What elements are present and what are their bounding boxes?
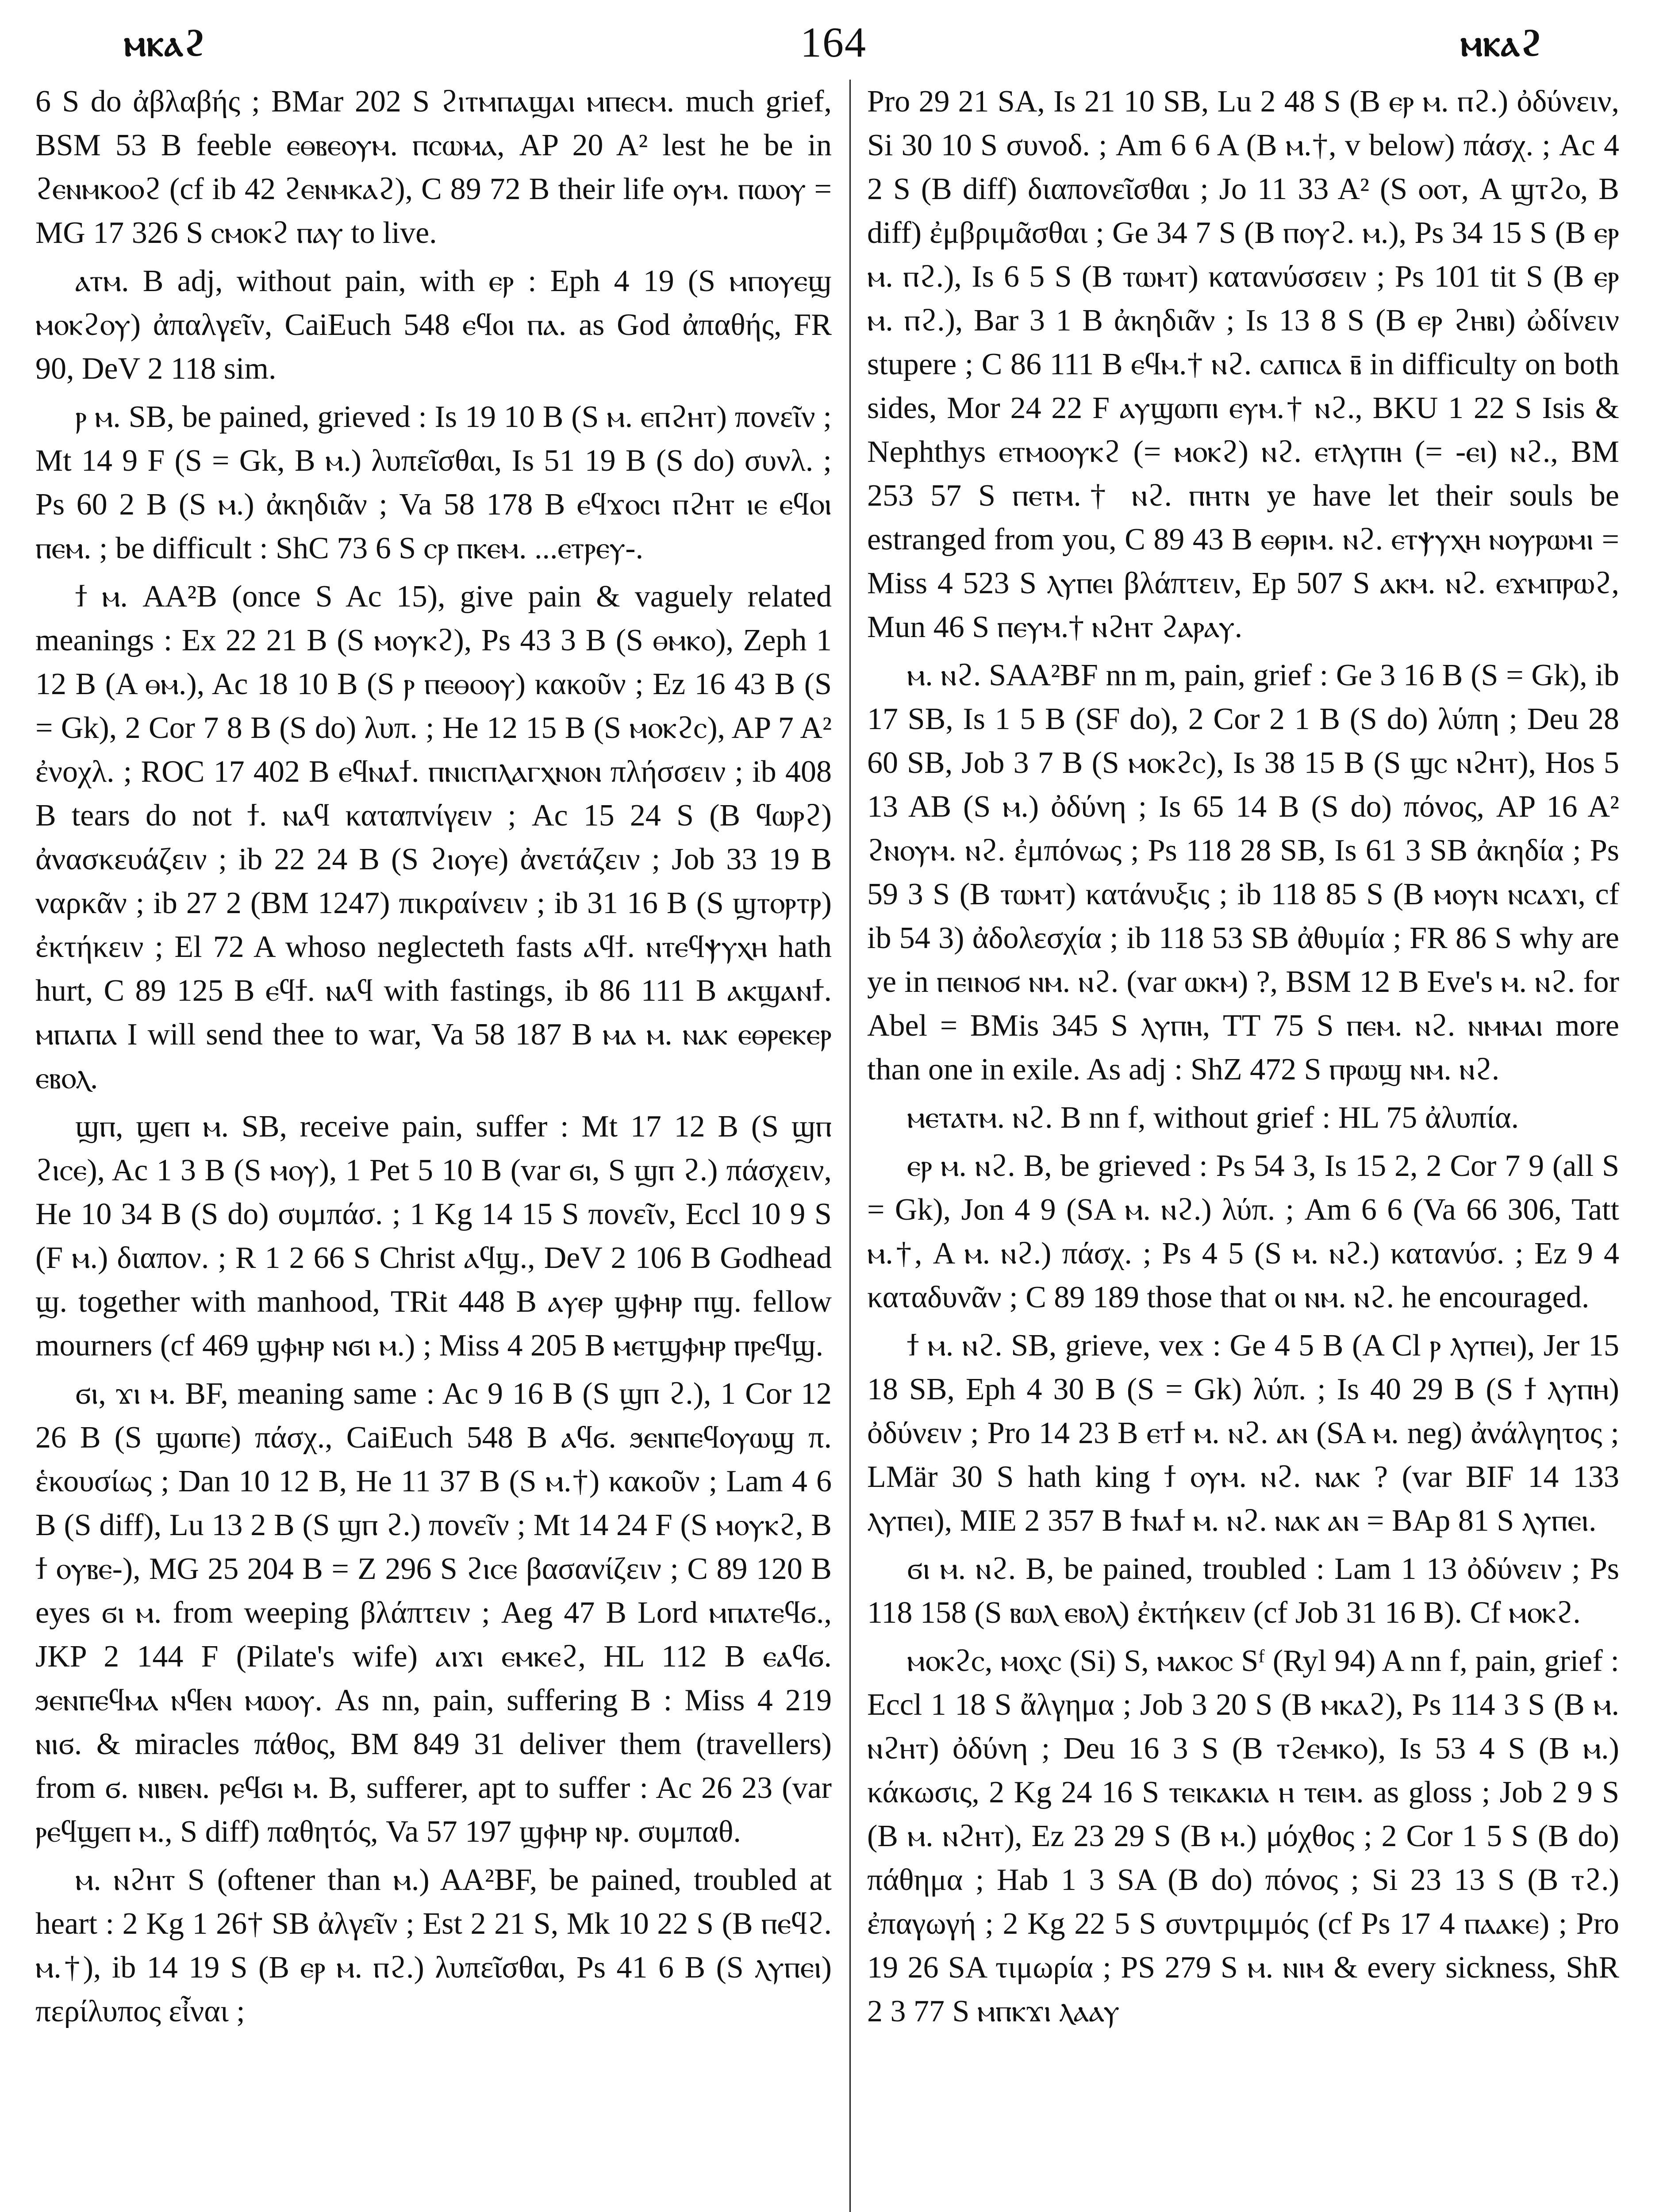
running-head-left: ⲙⲕⲁϩ	[124, 23, 207, 64]
entry-paragraph: ϣⲡ, ϣⲉⲡ ⲙ. SB, receive pain, suffer : Mt 17 12 B (S ϣⲡ ϩⲓⲥⲉ), Ac 1 3 B (S ⲙⲟⲩ), 1 Pet 5 10 B (var ϭⲓ, S ϣⲡ ϩ.) πάσχειν, He 10 34 B (S do) συμπάσ. ; 1 Kg 14 15 S πονεῖν, Eccl 10 9 S (F ⲙ.) διαπον. ; R 1 2 66 S Christ ⲁϥϣ., DeV 2 106 B Godhead ϣ. together with manhood, TRit 448 B ⲁⲩⲉⲣ ϣⲫⲏⲣ ⲡϣ. fellow mourners (cf 469 ϣⲫⲏⲣ ⲛϭⲓ ⲙ.) ; Miss 4 205 B ⲙⲉⲧϣⲫⲏⲣ ⲡⲣⲉϥϣ.	[35, 1110, 832, 1363]
entry-paragraph: ⲙ. ⲛϩ. SAA²BF nn m, pain, grief : Ge 3 16 B (S = Gk), ib 17 SB, Is 1 5 B (SF do), 2 Cor 2 1 B (S do) λύπη ; Deu 28 60 SB, Job 3 7 B (S ⲙⲟⲕϩⲥ), Is 38 15 B (S ϣⲥ ⲛϩⲏⲧ), Hos 5 13 AB (S ⲙ.) ὀδύνη ; Is 65 14 B (S do) πόνος, AP 16 A² ϩⲛⲟⲩⲙ. ⲛϩ. ἐμπόνως ; Ps 118 28 SB, Is 61 3 SB ἀκηδία ; Ps 59 3 S (B ⲧⲱⲙⲧ) κατάνυξις ; ib 118 85 S (B ⲙⲟⲩⲛ ⲛⲥⲁϫⲓ, cf ib 54 3) ἀδολεσχία ; ib 118 53 SB ἀθυμία ; FR 86 S why are ye in ⲡⲉⲓⲛⲟϭ ⲛⲙ. ⲛϩ. (var ⲱⲕⲙ) ?, BSM 12 B Eve's ⲙ. ⲛϩ. for Abel = BMis 345 S ⲗⲩⲡⲏ, TT 75 S ⲡⲉⲙ. ⲛϩ. ⲛⲙⲙⲁⲓ more than one in exile. As adj : ShZ 472 S ⲡⲣⲱϣ ⲛⲙ. ⲛϩ.	[867, 658, 1619, 1087]
left-column	[35, 80, 832, 2212]
entry-paragraph: ⲙⲟⲕϩⲥ, ⲙⲟⲭⲥ (Si) S, ⲙⲁⲕⲟⲥ Sᶠ (Ryl 94) A nn f, pain, grief : Eccl 1 18 S ἄλγημα ; Job 3 20 S (B ⲙⲕⲁϩ), Ps 114 3 S (B ⲙ. ⲛϩⲏⲧ) ὀδύνη ; Deu 16 3 S (B ⲧϩⲉⲙⲕⲟ), Is 53 4 S (B ⲙ.) κάκωσις, 2 Kg 24 16 S ⲧⲉⲓⲕⲁⲕⲓⲁ ⲏ ⲧⲉⲓⲙ. as gloss ; Job 2 9 S (B ⲙ. ⲛϩⲏⲧ), Ez 23 29 S (B ⲙ.) μόχθος ; 2 Cor 1 5 S (B do) πάθημα ; Hab 1 3 SA (B do) πόνος ; Si 23 13 S (B ⲧϩ.) ἐπαγωγή ; 2 Kg 22 5 S συντριμμός (cf Ps 17 4 ⲡⲁⲁⲕⲉ) ; Pro 19 26 SA τιμωρία ; PS 279 S ⲙ. ⲛⲓⲙ & every sickness, ShR 2 3 77 S ⲙⲡⲕϫⲓ ⲗⲁⲁⲩ	[867, 1644, 1619, 2028]
entry-paragraph: ⲙ. ⲛϩⲏⲧ S (oftener than ⲙ.) AA²BF, be pained, troubled at heart : 2 Kg 1 26† SB ἀλγεῖν ; Est 2 21 S, Mk 10 22 S (B ⲡⲉϥϩ. ⲙ.†), ib 14 19 S (B ⲉⲣ ⲙ. ⲡϩ.) λυπεῖσθαι, Ps 41 6 B (S ⲗⲩⲡⲉⲓ) περίλυπος εἶναι ;	[35, 1863, 832, 2028]
right-column	[867, 80, 1619, 2212]
entry-paragraph: 6 S do ἀβλαβής ; BMar 202 S ϩⲓⲧⲙⲡⲁϣⲁⲓ ⲙⲡⲉⲥⲙ. much grief, BSM 53 B feeble ⲉⲑⲃⲉⲟⲩⲙ. ⲡⲥⲱⲙⲁ, AP 20 A² lest he be in ϩⲉⲛⲙⲕⲟⲟϩ (cf ib 42 ϩⲉⲛⲙⲕⲁϩ), C 89 72 B their life ⲟⲩⲙ. ⲡⲱⲟⲩ = MG 17 326 S ⲥⲙⲟⲕϩ ⲡⲁⲩ to live.	[35, 84, 832, 250]
running-head-right: ⲙⲕⲁϩ	[1460, 23, 1543, 64]
entry-paragraph: ϯ ⲙ. AA²B (once S Ac 15), give pain & vaguely related meanings : Ex 22 21 B (S ⲙⲟⲩⲕϩ), Ps 43 3 B (S ⲑⲙⲕⲟ), Zeph 1 12 B (A ⲑⲙ.), Ac 18 10 B (S ⲣ ⲡⲉⲑⲟⲟⲩ) κακοῦν ; Ez 16 43 B (S = Gk), 2 Cor 7 8 B (S do) λυπ. ; He 12 15 B (S ⲙⲟⲕϩⲥ), AP 7 A² ἐνοχλ. ; ROC 17 402 B ⲉϥⲛⲁϯ. ⲡⲛⲓⲥⲡⲗⲁⲅⲭⲛⲟⲛ πλήσσειν ; ib 408 B tears do not ϯ. ⲛⲁϥ καταπνίγειν ; Ac 15 24 S (B ϥⲱⲣϩ) ἀνασκευάζειν ; ib 22 24 B (S ϩⲓⲟⲩⲉ) ἀνετάζειν ; Job 33 19 B ναρκᾶν ; ib 27 2 (BM 1247) πικραίνειν ; ib 31 16 B (S ϣⲧⲟⲣⲧⲣ) ἐκτήκειν ; El 72 A whoso neglecteth fasts ⲁϥϯ. ⲛⲧⲉϥⲯⲩⲭⲏ hath hurt, C 89 125 B ⲉϥϯ. ⲛⲁϥ with fastings, ib 86 111 B ⲁⲕϣⲁⲛϯ. ⲙⲡⲁⲡⲁ I will send thee to war, Va 58 187 B ⲙⲁ ⲙ. ⲛⲁⲕ ⲉⲑⲣⲉⲕⲉⲣ ⲉⲃⲟⲗ.	[35, 580, 832, 1095]
entry-paragraph: ϭⲓ, ϫⲓ ⲙ. BF, meaning same : Ac 9 16 B (S ϣⲡ ϩ.), 1 Cor 12 26 B (S ϣⲱⲡⲉ) πάσχ., CaiEuch 548 B ⲁϥϭ. ϧⲉⲛⲡⲉϥⲟⲩⲱϣ π. ἑκουσίως ; Dan 10 12 B, He 11 37 B (S ⲙ.†) κακοῦν ; Lam 4 6 B (S diff), Lu 13 2 B (S ϣⲡ ϩ.) πονεῖν ; Mt 14 24 F (S ⲙⲟⲩⲕϩ, B ϯ ⲟⲩⲃⲉ-), MG 25 204 B = Z 296 S ϩⲓⲥⲉ βασανίζειν ; C 89 120 B eyes ϭⲓ ⲙ. from weeping βλάπτειν ; Aeg 47 B Lord ⲙⲡⲁⲧⲉϥϭ., JKP 2 144 F (Pilate's wife) ⲁⲓϫⲓ ⲉⲙⲕⲉϩ, HL 112 B ⲉⲁϥϭ. ϧⲉⲛⲡⲉϥⲙⲁ ⲛϥⲉⲛ ⲙⲱⲟⲩ. As nn, pain, suffering B : Miss 4 219 ⲛⲓϭ. & miracles πάθος, BM 849 31 deliver them (travellers) from ϭ. ⲛⲓⲃⲉⲛ. ⲣⲉϥϭⲓ ⲙ. B, sufferer, apt to suffer : Ac 26 23 (var ⲣⲉϥϣⲉⲡ ⲙ., S diff) παθητός, Va 57 197 ϣⲫⲏⲣ ⲛⲣ. συμπαθ.	[35, 1377, 832, 1849]
column-divider	[849, 80, 851, 2212]
entry-paragraph: ϭⲓ ⲙ. ⲛϩ. B, be pained, troubled : Lam 1 13 ὀδύνειν ; Ps 118 158 (S ⲃⲱⲗ ⲉⲃⲟⲗ) ἐκτήκειν (cf Job 31 16 B). Cf ⲙⲟⲕϩ.	[867, 1552, 1619, 1630]
entry-paragraph: ⲉⲣ ⲙ. ⲛϩ. B, be grieved : Ps 54 3, Is 15 2, 2 Cor 7 9 (all S = Gk), Jon 4 9 (SA ⲙ. ⲛϩ.) λύπ. ; Am 6 6 (Va 66 306, Tatt ⲙ.†, A ⲙ. ⲛϩ.) πάσχ. ; Ps 4 5 (S ⲙ. ⲛϩ.) κατανύσ. ; Ez 9 4 καταδυνᾶν ; C 89 189 those that ⲟⲓ ⲛⲙ. ⲛϩ. he encouraged.	[867, 1149, 1619, 1314]
page-header	[0, 13, 1667, 80]
page-number: 164	[800, 19, 867, 66]
entry-paragraph: ⲁⲧⲙ. B adj, without pain, with ⲉⲣ : Eph 4 19 (S ⲙⲡⲟⲩⲉϣ ⲙⲟⲕϩⲟⲩ) ἀπαλγεῖν, CaiEuch 548 ⲉϥⲟⲓ ⲡⲁ. as God ἀπαθής, FR 90, DeV 2 118 sim.	[35, 264, 832, 386]
entry-paragraph: Pro 29 21 SA, Is 21 10 SB, Lu 2 48 S (B ⲉⲣ ⲙ. ⲡϩ.) ὀδύνειν, Si 30 10 S συνοδ. ; Am 6 6 A (B ⲙ.†, v below) πάσχ. ; Ac 4 2 S (B diff) διαπονεῖσθαι ; Jo 11 33 A² (S ⲟⲟⲧ, A ϣⲧϩⲟ, B diff) ἐμβριμᾶσθαι ; Ge 34 7 S (B ⲡⲟⲩϩ. ⲙ.), Ps 34 15 S (B ⲉⲣ ⲙ. ⲡϩ.), Is 6 5 S (B ⲧⲱⲙⲧ) κατανύσσειν ; Ps 101 tit S (B ⲉⲣ ⲙ. ⲡϩ.), Bar 3 1 B ἀκηδιᾶν ; Is 13 8 S (B ⲉⲣ ϩⲏⲃⲓ) ὠδίνειν stupere ; C 86 111 B ⲉϥⲙ.† ⲛϩ. ⲥⲁⲡⲓⲥⲁ ⲃ̄ in difficulty on both sides, Mor 24 22 F ⲁⲩϣⲱⲡⲓ ⲉⲩⲙ.† ⲛϩ., BKU 1 22 S Isis & Nephthys ⲉⲧⲙⲟⲟⲩⲕϩ (= ⲙⲟⲕϩ) ⲛϩ. ⲉⲧⲗⲩⲡⲏ (= -ⲉⲓ) ⲛϩ., BM 253 57 S ⲡⲉⲧⲙ.† ⲛϩ. ⲡⲏⲧⲛ ye have let their souls be estranged from you, C 89 43 B ⲉⲑⲣⲓⲙ. ⲛϩ. ⲉⲧⲯⲩⲭⲏ ⲛⲟⲩⲣⲱⲙⲓ = Miss 4 523 S ⲗⲩⲡⲉⲓ βλάπτειν, Ep 507 S ⲁⲕⲙ. ⲛϩ. ⲉϫⲙⲡⲣⲱϩ, Mun 46 S ⲡⲉⲩⲙ.† ⲛϩⲏⲧ ϩⲁⲣⲁⲩ.	[867, 84, 1619, 644]
entry-paragraph: ⲣ ⲙ. SB, be pained, grieved : Is 19 10 B (S ⲙ. ⲉⲡϩⲏⲧ) πονεῖν ; Mt 14 9 F (S = Gk, B ⲙ.) λυπεῖσθαι, Is 51 19 B (S do) συνλ. ; Ps 60 2 B (S ⲙ.) ἀκηδιᾶν ; Va 58 178 B ⲉϥϫⲟⲥⲓ ⲡϩⲏⲧ ⲓⲉ ⲉϥⲟⲓ ⲡⲉⲙ. ; be difficult : ShC 73 6 S ⲥⲣ ⲡⲕⲉⲙ. ...ⲉⲧⲣⲉⲩ-.	[35, 400, 832, 565]
entry-paragraph: ⲙⲉⲧⲁⲧⲙ. ⲛϩ. B nn f, without grief : HL 75 ἀλυπία.	[907, 1101, 1519, 1135]
entry-paragraph: ϯ ⲙ. ⲛϩ. SB, grieve, vex : Ge 4 5 B (A Cl ⲣ ⲗⲩⲡⲉⲓ), Jer 15 18 SB, Eph 4 30 B (S = Gk) λύπ. ; Is 40 29 B (S ϯ ⲗⲩⲡⲏ) ὀδύνειν ; Pro 14 23 B ⲉⲧϯ ⲙ. ⲛϩ. ⲁⲛ (SA ⲙ. neg) ἀνάλγητος ; LMär 30 S hath king ϯ ⲟⲩⲙ. ⲛϩ. ⲛⲁⲕ ? (var BIF 14 133 ⲗⲩⲡⲉⲓ), MIE 2 357 B ϯⲛⲁϯ ⲙ. ⲛϩ. ⲛⲁⲕ ⲁⲛ = BAp 81 S ⲗⲩⲡⲉⲓ.	[867, 1329, 1619, 1538]
